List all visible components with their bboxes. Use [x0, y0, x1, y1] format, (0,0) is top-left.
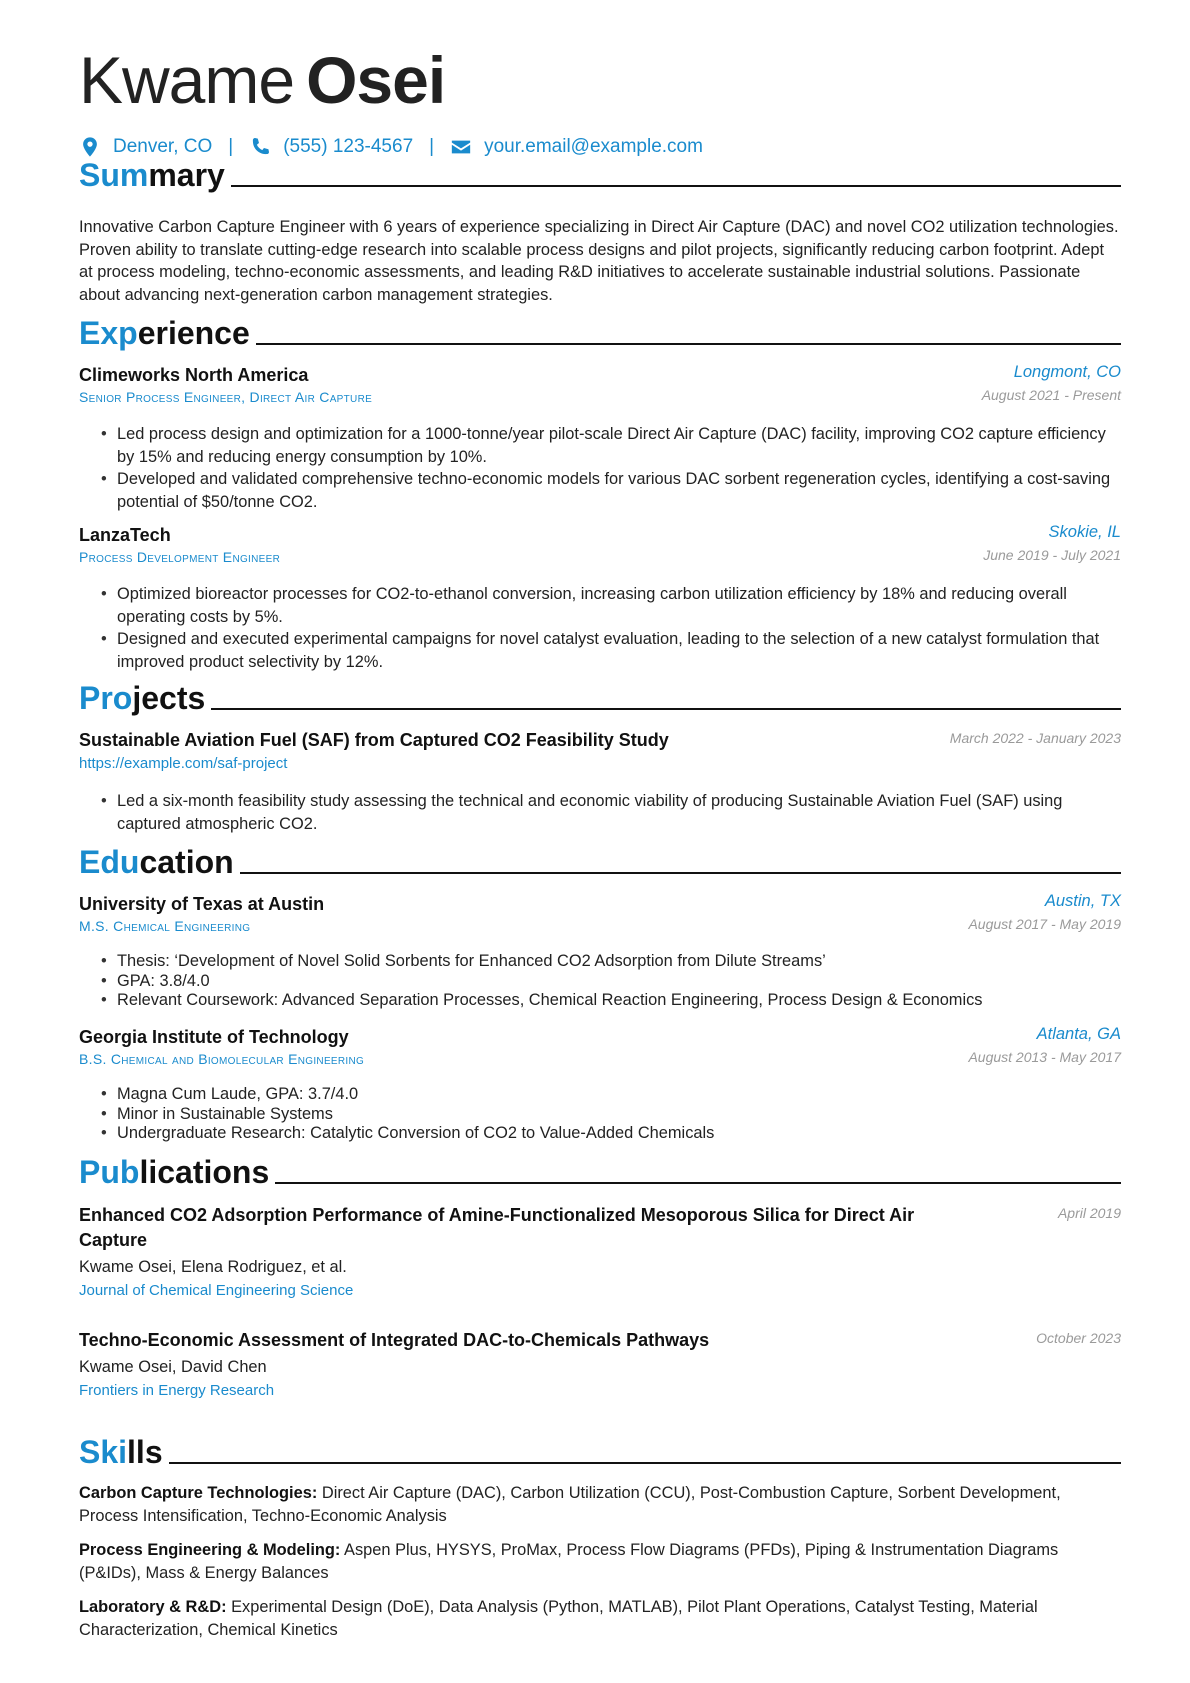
bullet-item: • Undergraduate Research: Catalytic Conversion of CO2 to Value-Added Chemicals: [97, 1124, 1121, 1144]
job-location: Skokie, IL: [1048, 523, 1121, 541]
education-dates: August 2013 - May 2017: [968, 1049, 1121, 1065]
job-dates: August 2021 - Present: [981, 387, 1121, 403]
section-title: Summary: [79, 157, 225, 193]
publication-date: October 2023: [1036, 1330, 1121, 1346]
section-header-publications: [79, 1154, 1121, 1190]
bullet-item: • Thesis: ‘Development of Novel Solid Sorbents for Enhanced CO2 Adsorption from Dilute Streams’: [97, 952, 1121, 972]
summary-text: Innovative Carbon Capture Engineer with 6 years of experience specializing in Direct Air Capture (DAC) and novel CO2 utilization technologies. Proven ability to translate cutting-edge research into scalable process designs and pilot projects, significantly reducing carbon footprint. Adept at process modeling, techno-economic assessments, and leading R&D initiatives to accelerate sustainable industrial solutions. Passionate about advancing next-generation carbon management strategies.: [79, 218, 1119, 304]
bullet-item: • Developed and validated comprehensive techno-economic models for various DAC sorbent regeneration cycles, identifying a cost-saving potential of $50/tonne CO2.: [97, 468, 1121, 513]
skill-group: [79, 1596, 1121, 1641]
publication-title: Enhanced CO2 Adsorption Performance of Amine-Functionalized Mesoporous Silica for Direct Air Capture: [79, 1205, 915, 1250]
education-bullets: [97, 1085, 1121, 1144]
school-name: University of Texas at Austin: [79, 894, 325, 914]
bullet-item: • Designed and executed experimental campaigns for novel catalyst evaluation, leading to the selection of a new catalyst formulation that improved product selectivity by 12%.: [97, 628, 1121, 673]
publication-journal: Frontiers in Energy Research: [79, 1382, 275, 1399]
section-header-education: [79, 844, 1121, 880]
email-link[interactable]: your.email@example.com: [484, 136, 703, 157]
bullet-item: • Relevant Coursework: Advanced Separation Processes, Chemical Reaction Engineering, Process Design & Economics: [97, 991, 1121, 1011]
phone-icon: [249, 136, 271, 158]
project-link[interactable]: https://example.com/saf-project: [79, 755, 288, 772]
skill-value: Aspen Plus, HYSYS, ProMax, Process Flow Diagrams (PFDs), Piping & Instrumentation Diagrams (P&IDs), Mass & Energy Balances: [79, 1541, 1059, 1582]
contact-separator: |: [228, 136, 234, 157]
section-header-skills: [79, 1434, 1121, 1470]
project-bullets: [97, 790, 1121, 835]
phone-link[interactable]: (555) 123-4567: [283, 136, 414, 157]
section-rule: [169, 1462, 1121, 1464]
section-rule: [240, 872, 1121, 874]
section-rule: [231, 185, 1121, 187]
bullet-item: • GPA: 3.8/4.0: [97, 972, 1121, 992]
publication-authors: Kwame Osei, David Chen: [79, 1358, 267, 1376]
section-title: Publications: [79, 1154, 270, 1190]
map-pin-icon: [79, 136, 101, 158]
section-rule: [256, 343, 1121, 345]
job-title: Senior Process Engineer, Direct Air Capture: [79, 389, 373, 405]
project-title: Sustainable Aviation Fuel (SAF) from Captured CO2 Feasibility Study: [79, 730, 669, 750]
publication-authors: Kwame Osei, Elena Rodriguez, et al.: [79, 1258, 347, 1276]
envelope-icon: [450, 136, 472, 158]
publication-entry: [79, 1328, 1121, 1401]
publication-entry: [79, 1203, 1121, 1301]
section-title: Education: [79, 844, 234, 880]
bullet-item: • Magna Cum Laude, GPA: 3.7/4.0: [97, 1085, 1121, 1105]
skill-label: Laboratory & R&D:: [79, 1598, 227, 1616]
section-title: Skills: [79, 1434, 163, 1470]
bullet-item: • Minor in Sustainable Systems: [97, 1105, 1121, 1125]
skill-label: Process Engineering & Modeling:: [79, 1541, 341, 1559]
section-rule: [211, 708, 1121, 710]
experience-bullets: [97, 423, 1121, 513]
company-name: LanzaTech: [79, 525, 171, 545]
experience-entry: [79, 523, 1121, 567]
first-name: Kwame: [79, 43, 295, 117]
contact-separator: |: [429, 136, 435, 157]
publication-date: April 2019: [1057, 1205, 1121, 1221]
bullet-item: • Optimized bioreactor processes for CO2-to-ethanol conversion, increasing carbon utilization efficiency by 18% and reducing overall operating costs by 5%.: [97, 583, 1121, 628]
school-name: Georgia Institute of Technology: [79, 1027, 349, 1047]
job-dates: June 2019 - July 2021: [983, 547, 1121, 563]
school-location: Atlanta, GA: [1036, 1025, 1121, 1043]
section-title: Experience: [79, 315, 250, 351]
section-title: Projects: [79, 680, 206, 716]
education-entry: [79, 892, 1121, 936]
section-rule: [275, 1182, 1121, 1184]
education-dates: August 2017 - May 2019: [968, 916, 1121, 932]
education-entry: [79, 1025, 1121, 1069]
section-header-summary: [79, 157, 1121, 193]
candidate-name: [79, 40, 445, 120]
job-location: Longmont, CO: [1013, 363, 1121, 381]
bullet-item: • Led a six-month feasibility study assessing the technical and economic viability of producing Sustainable Aviation Fuel (SAF) using captured atmospheric CO2.: [97, 790, 1121, 835]
skill-group: [79, 1539, 1121, 1584]
skill-value: Direct Air Capture (DAC), Carbon Utilization (CCU), Post-Combustion Capture, Sorbent Development, Process Intensification, Techno-Economic Analysis: [79, 1484, 1061, 1525]
experience-entry: [79, 363, 1121, 407]
last-name: Osei: [306, 43, 446, 117]
skill-group: [79, 1482, 1121, 1527]
project-entry: [79, 728, 1121, 774]
job-title: Process Development Engineer: [79, 549, 281, 565]
publication-journal: Journal of Chemical Engineering Science: [79, 1282, 354, 1299]
project-dates: March 2022 - January 2023: [949, 730, 1121, 746]
experience-bullets: [97, 583, 1121, 673]
location-text: Denver, CO: [113, 136, 213, 157]
publication-title: Techno-Economic Assessment of Integrated DAC-to-Chemicals Pathways: [79, 1330, 710, 1350]
skill-value: Experimental Design (DoE), Data Analysis (Python, MATLAB), Pilot Plant Operations, Catalyst Testing, Material Characterization, Chemical Kinetics: [79, 1598, 1038, 1639]
school-location: Austin, TX: [1044, 892, 1121, 910]
section-header-projects: [79, 680, 1121, 716]
bullet-item: • Led process design and optimization for a 1000-tonne/year pilot-scale Direct Air Capture (DAC) facility, improving CO2 capture efficiency by 15% and reducing energy consumption by 10%.: [97, 423, 1121, 468]
degree: M.S. Chemical Engineering: [79, 918, 251, 934]
company-name: Climeworks North America: [79, 365, 309, 385]
section-header-experience: [79, 315, 1121, 351]
education-bullets: [97, 952, 1121, 1011]
skill-label: Carbon Capture Technologies:: [79, 1484, 318, 1502]
degree: B.S. Chemical and Biomolecular Engineering: [79, 1051, 365, 1067]
